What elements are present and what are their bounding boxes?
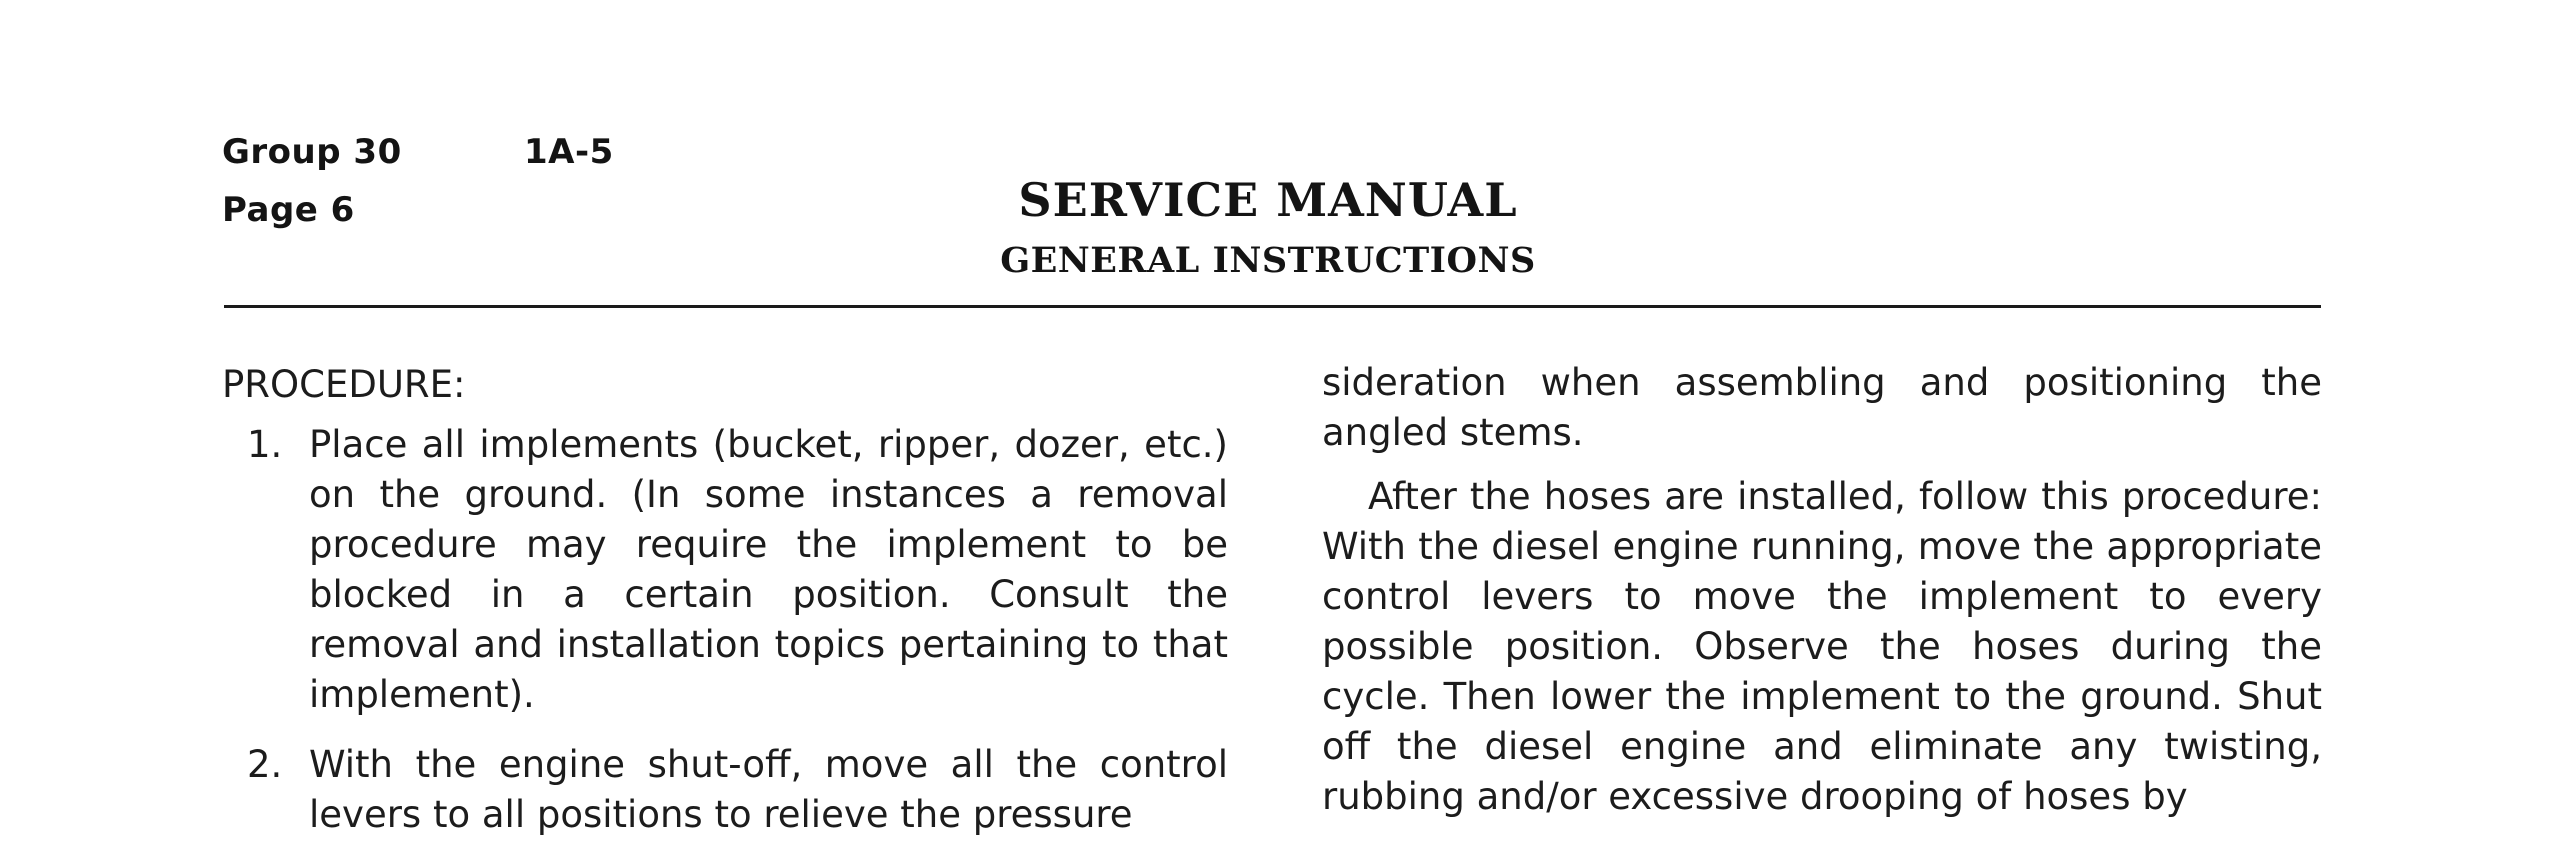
continued-paragraph: sideration when assembling and positioning the angled stems. [1322,361,2322,454]
right-column [1322,358,2322,836]
step-number: 1. [247,423,283,466]
step-number: 2. [247,743,283,786]
header-divider [224,305,2321,308]
page-subtitle: GENERAL INSTRUCTIONS [1000,240,1536,281]
group-label: Group 30 [222,132,402,172]
procedure-step [222,420,1228,720]
step-text: Place all implements (bucket, ripper, dozer, etc.) on the ground. (In some instances a removal procedure may require the implement to be blocked in a certain position. Consult the removal and installation topics pertaining to that implement). [309,423,1228,716]
left-column [222,360,1228,860]
procedure-heading: PROCEDURE: [222,363,466,406]
step-text: With the engine shut-off, move all the control levers to all positions to relieve the pressure [309,743,1228,836]
section-code: 1A-5 [524,132,614,172]
body-paragraph: After the hoses are installed, follow this procedure: With the diesel engine running, move the appropriate control levers to move the implement to every possible position. Observe the hoses during the cycle. Then lower the implement to the ground. Shut off the diesel engine and eliminate any twisting, rubbing and/or excessive drooping of hoses by [1322,475,2322,818]
page-title: SERVICE MANUAL [1018,173,1518,227]
procedure-step [222,740,1228,840]
page-number: Page 6 [222,190,355,230]
